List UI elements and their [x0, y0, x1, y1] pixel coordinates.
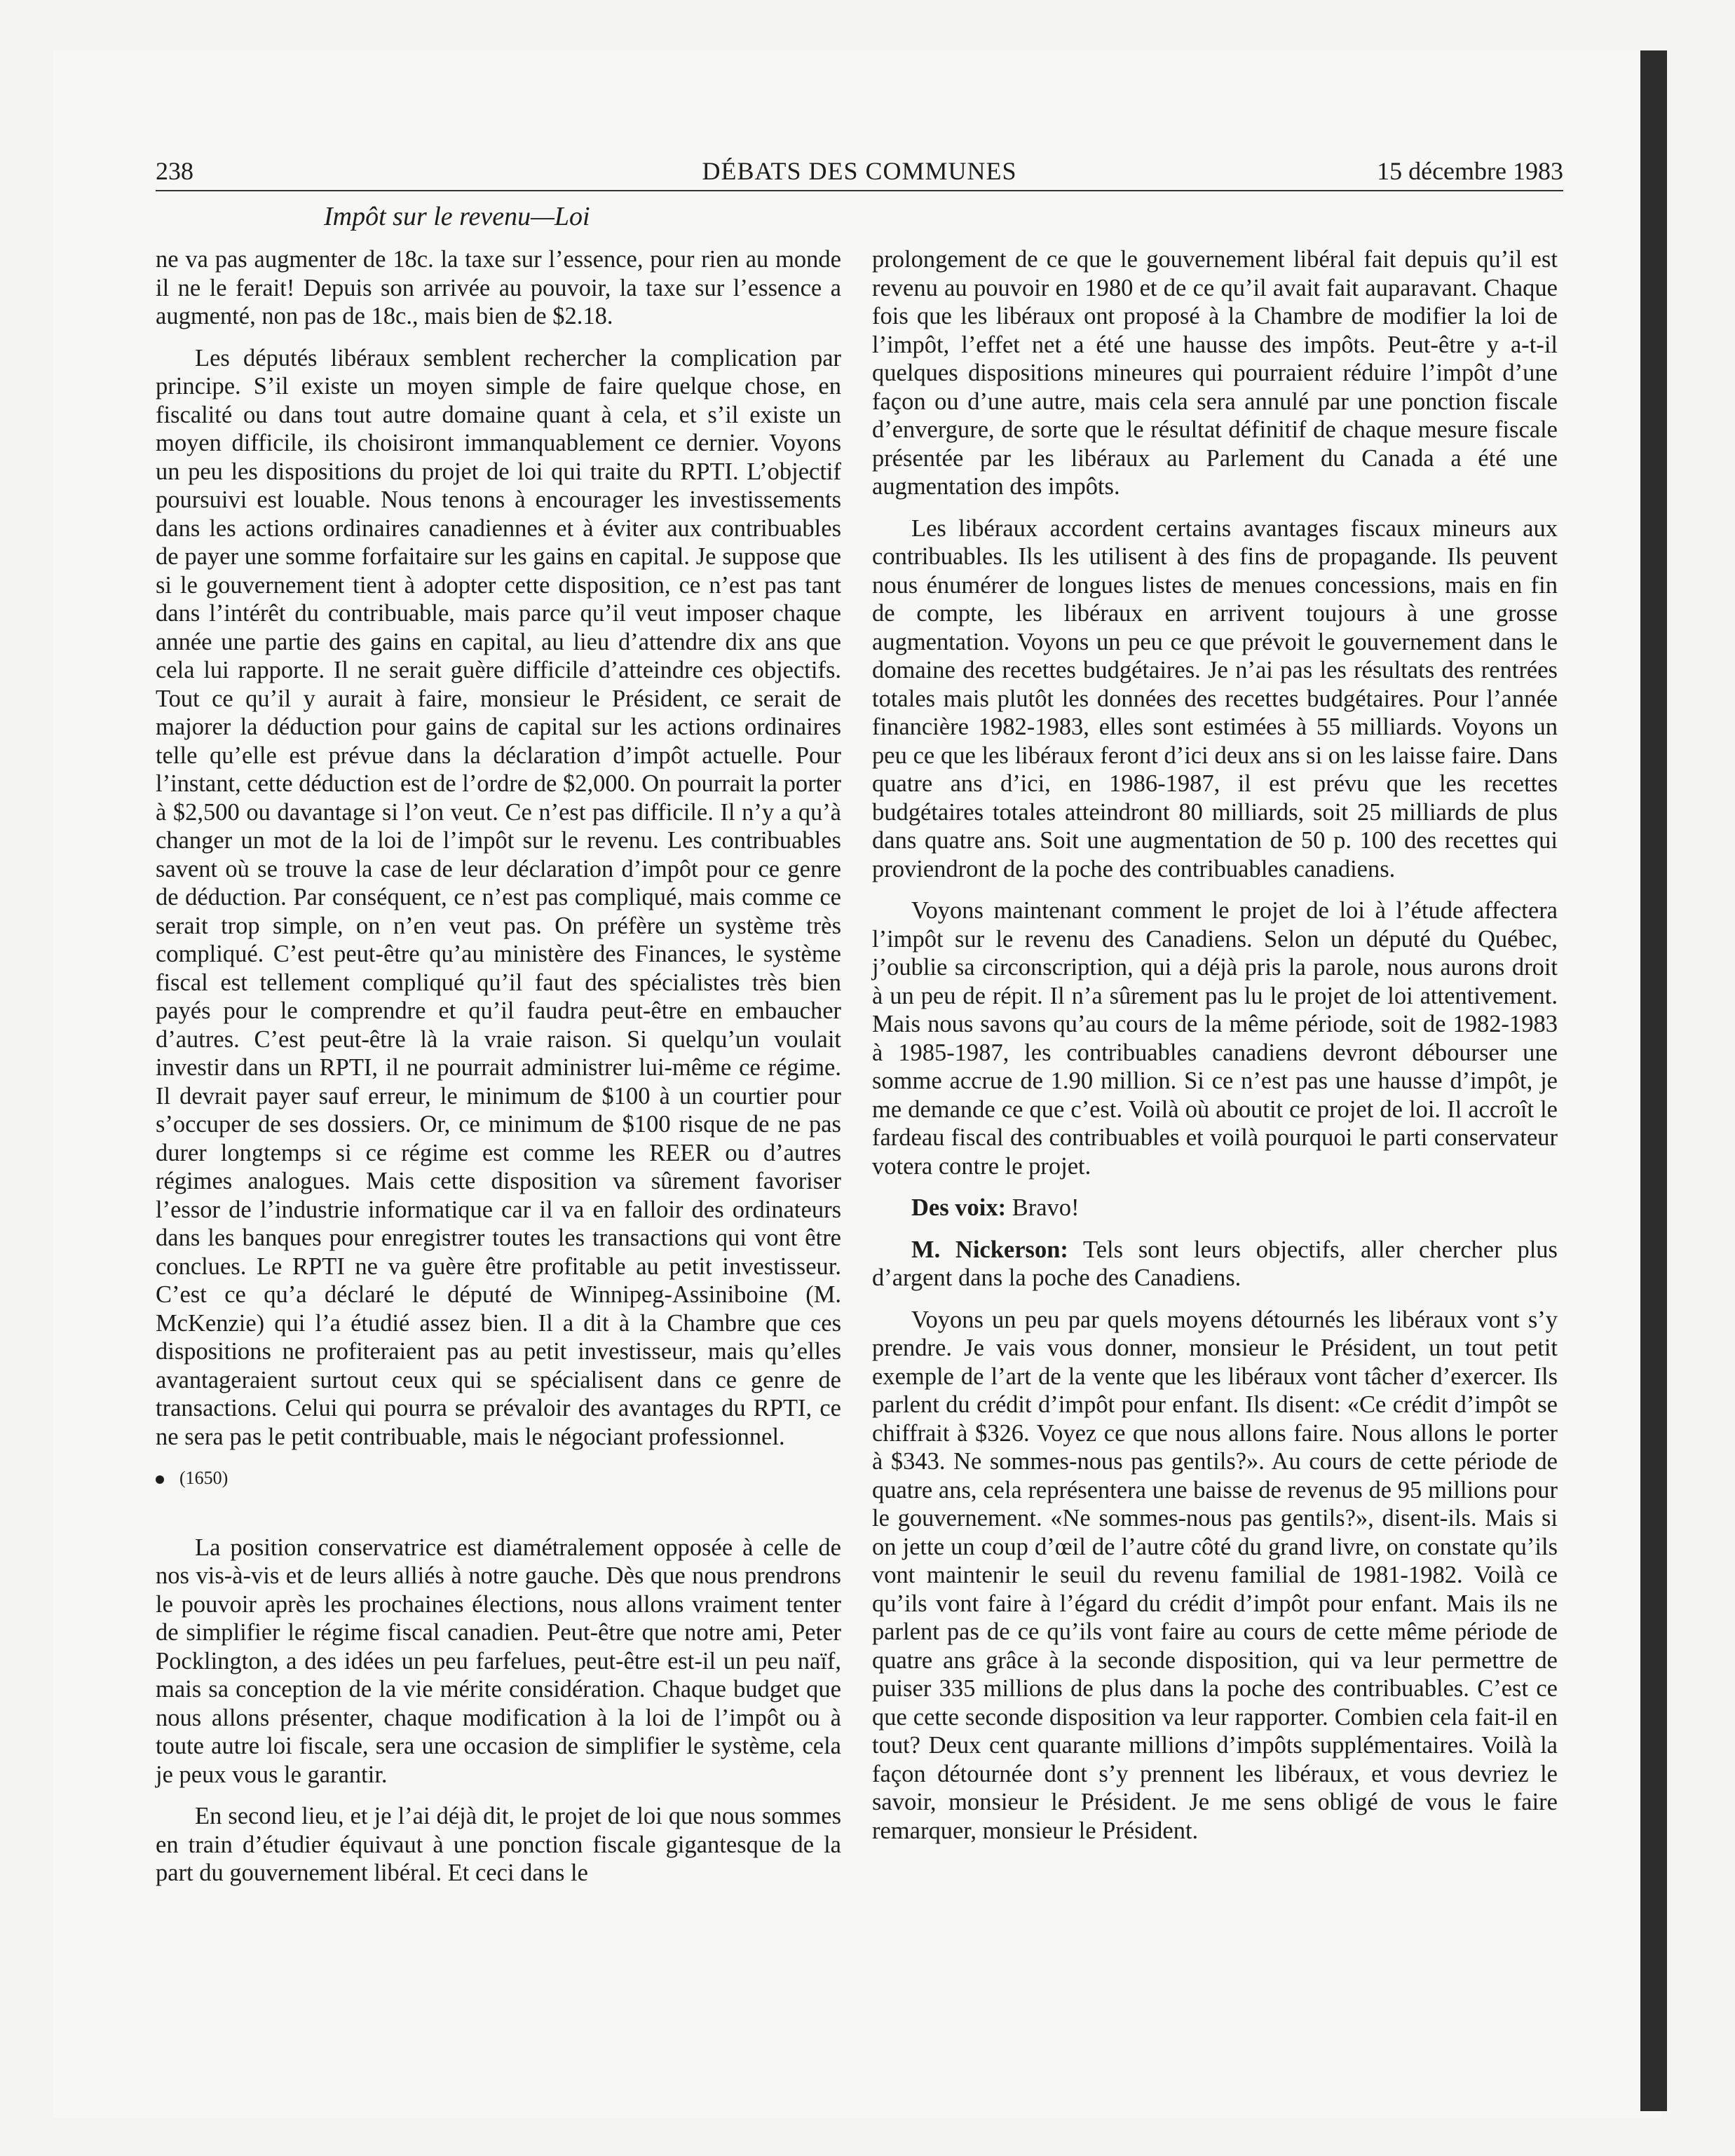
section-subheader: Impôt sur le revenu—Loi	[324, 202, 590, 231]
paragraph: prolongement de ce que le gouvernement libéral fait depuis qu’il est revenu au pouvoir en 1980 et de ce qu’il avait fait auparavant. Chaque fois que les libéraux ont proposé à la Chambre de modifier la loi de l’impôt, l’effet net a été une hausse des impôts. Peut-être y a-t-il quelques dispositions mineures qui pourraient réduire l’impôt d’une façon ou d’une autre, mais cela sera annulé par une ponction fiscale d’envergure, de sorte que le résultat définitif de chaque mesure fiscale présentée par les libéraux au Parlement du Canada a été une augmentation des impôts.	[872, 246, 1558, 500]
paragraph: ne va pas augmenter de 18c. la taxe sur l’essence, pour rien au monde il ne le ferait! Depuis son arrivée au pouvoir, la taxe sur l’essence a augmenté, non pas de 18c., mais bien de $2.18.	[156, 246, 841, 329]
time-marker	[156, 1464, 841, 1493]
scan-edge-shadow	[1640, 50, 1667, 2111]
speech-text: Tels sont leurs objectifs, aller chercher plus d’argent dans la poche des Canadiens.	[872, 1236, 1558, 1291]
paragraph: Voyons maintenant comment le projet de loi à l’étude affectera l’impôt sur le revenu des Canadiens. Selon un député du Québec, j’oublie sa circonscription, qui a déjà pris la parole, nous aurons droit à un peu de répit. Il n’a sûrement pas lu le projet de loi attentivement. Mais nous savons qu’au cours de la même période, soit de 1982-1983 à 1985-1987, les contribuables canadiens devront débourser une somme accrue de 1.90 million. Si ce n’est pas une hausse d’impôt, je me demande ce que c’est. Voilà où aboutit ce projet de loi. Il accroît le fardeau fiscal des contribuables et voilà pourquoi le parti conservateur votera contre le projet.	[872, 897, 1558, 1180]
speech-text: Bravo!	[1012, 1194, 1080, 1221]
right-column	[872, 245, 1558, 1858]
bullet-icon	[156, 1475, 164, 1484]
page-number: 238	[156, 157, 193, 185]
paragraph: En second lieu, et je l’ai déjà dit, le projet de loi que nous sommes en train d’étudier équivaut à une ponction fiscale gigantesque de la part du gouvernement libéral. Et ceci dans le	[156, 1803, 841, 1886]
speaker-name: Des voix:	[911, 1194, 1007, 1221]
paragraph: La position conservatrice est diamétralement opposée à celle de nos vis-à-vis et de leurs alliés à notre gauche. Dès que nous prendrons le pouvoir après les prochaines élections, nous allons vraiment tenter de simplifier le régime fiscal canadien. Peut-être que notre ami, Peter Pocklington, a des idées un peu farfelues, peut-être est-il un peu naïf, mais sa conception de la vie mérite considération. Chaque budget que nous allons présenter, chaque modification à la loi de l’impôt ou à toute autre loi fiscale, sera une occasion de simplifier le système, cela je peux vous le garantir.	[156, 1534, 841, 1788]
left-column	[156, 245, 841, 1901]
speaker-name: M. Nickerson:	[911, 1236, 1068, 1263]
interjection	[872, 1194, 1558, 1222]
time-marker-text: (1650)	[179, 1468, 229, 1488]
publication-title: DÉBATS DES COMMUNES	[702, 157, 1017, 185]
publication-date: 15 décembre 1983	[1377, 157, 1563, 185]
paragraph: Voyons un peu par quels moyens détournés les libéraux vont s’y prendre. Je vais vous donner, monsieur le Président, un tout petit exemple de l’art de la vente que les libéraux vont tâcher d’exercer. Ils parlent du crédit d’impôt pour enfant. Ils disent: «Ce crédit d’impôt se chiffrait à $326. Voyez ce que nous allons faire. Nous allons le porter à $343. Ne sommes-nous pas gentils?». Au cours de cette période de quatre ans, cela représentera une baisse de revenus de 95 millions pour le gouvernement. «Ne sommes-nous pas gentils?», disent-ils. Mais si on jette un coup d’œil de l’autre côté du grand livre, on constate qu’ils vont maintenir le seuil du revenu familial de 1981-1982. Voilà ce qu’ils vont faire à l’égard du crédit d’impôt pour enfant. Mais ils ne parlent pas de ce qu’ils vont faire au cours de cette même période de quatre ans grâce à la seconde disposition, qui va leur permettre de puiser 335 millions de plus dans la poche des contribuables. C’est ce que cette seconde disposition va leur rapporter. Combien cela fait-il en tout? Deux cent quarante millions d’impôts supplémentaires. Voilà la façon détournée dont s’y prennent les libéraux, et vous devriez le savoir, monsieur le Président. Je me sens obligé de vous le faire remarquer, monsieur le Président.	[872, 1306, 1558, 1844]
paragraph: Les libéraux accordent certains avantages fiscaux mineurs aux contribuables. Ils les utilisent à des fins de propagande. Ils peuvent nous énumérer de longues listes de menues concessions, mais en fin de compte, les libéraux en arrivent toujours à une grosse augmentation. Voyons un peu ce que prévoit le gouvernement dans le domaine des recettes budgétaires. Je n’ai pas les résultats des rentrées totales mais plutôt les données des recettes budgétaires. Pour l’année financière 1982-1983, elles sont estimées à 55 milliards. Voyons un peu ce que les libéraux feront d’ici deux ans si on les laisse faire. Dans quatre ans d’ici, en 1986-1987, il est prévu que les recettes budgétaires totales atteindront 80 milliards, soit 25 milliards de plus dans quatre ans. Soit une augmentation de 50 p. 100 des recettes qui proviendront de la poche des contribuables canadiens.	[872, 514, 1558, 882]
page-header	[156, 144, 1563, 191]
paragraph: Les députés libéraux semblent rechercher la complication par principe. S’il existe un moyen simple de faire quelque chose, en fiscalité ou dans tout autre domaine quant à cela, et s’il existe un moyen difficile, ils choisiront immanquablement ce dernier. Voyons un peu les dispositions du projet de loi qui traite du RPTI. L’objectif poursuivi est louable. Nous tenons à encourager les investissements dans les actions ordinaires canadiennes et à éviter aux contribuables de payer une somme forfaitaire sur les gains en capital. Je suppose que si le gouvernement tient à adopter cette disposition, ce n’est pas tant dans l’intérêt du contribuable, mais parce qu’il veut imposer chaque année une partie des gains en capital, au lieu d’attendre dix ans que cela lui rapporte. Il ne serait guère difficile d’atteindre ces objectifs. Tout ce qu’il y aurait à faire, monsieur le Président, ce serait de majorer la déduction pour gains de capital sur les actions ordinaires telle qu’elle est prévue dans la déclaration d’impôt actuelle. Pour l’instant, cette déduction est de l’ordre de $2,000. On pourrait la porter à $2,500 ou davantage si l’on veut. Ce n’est pas difficile. Il n’y a qu’à changer un mot de la loi de l’impôt sur le revenu. Les contribuables savent où se trouve la case de leur déclaration d’impôt pour ce genre de déduction. Par conséquent, ce n’est pas compliqué, mais comme ce serait trop simple, on n’en veut pas. On préfère un système très compliqué. C’est peut-être qu’au ministère des Finances, le système fiscal est tellement compliqué qu’il faut des spécialistes très bien payés pour le comprendre et qu’il faudra peut-être en embaucher d’autres. C’est peut-être là la vraie raison. Si quelqu’un voulait investir dans un RPTI, il ne pourrait administrer lui-même ce régime. Il devrait payer sauf erreur, le minimum de $100 à un courtier pour s’occuper de ses dossiers. Or, ce minimum de $100 risque de ne pas durer longtemps si ce régime est comme les REER ou d’autres régimes analogues. Mais cette disposition va sûrement favoriser l’essor de l’industrie informatique car il va en falloir des ordinateurs dans les banques pour enregistrer toutes les transactions qui vont être conclues. Le RPTI ne va guère être profitable au petit investisseur. C’est ce qu’a déclaré le député de Winnipeg-Assiniboine (M. McKenzie) qui l’a étudié assez bien. Il a dit à la Chambre que ces dispositions ne profiteraient pas au petit investisseur, mais qu’elles avantageraient surtout ceux qui se spécialisent dans ce genre de transactions. Celui qui pourra se prévaloir des avantages du RPTI, ce ne sera pas le petit contribuable, mais le négociant professionnel.	[156, 344, 841, 1450]
speech	[872, 1236, 1558, 1292]
